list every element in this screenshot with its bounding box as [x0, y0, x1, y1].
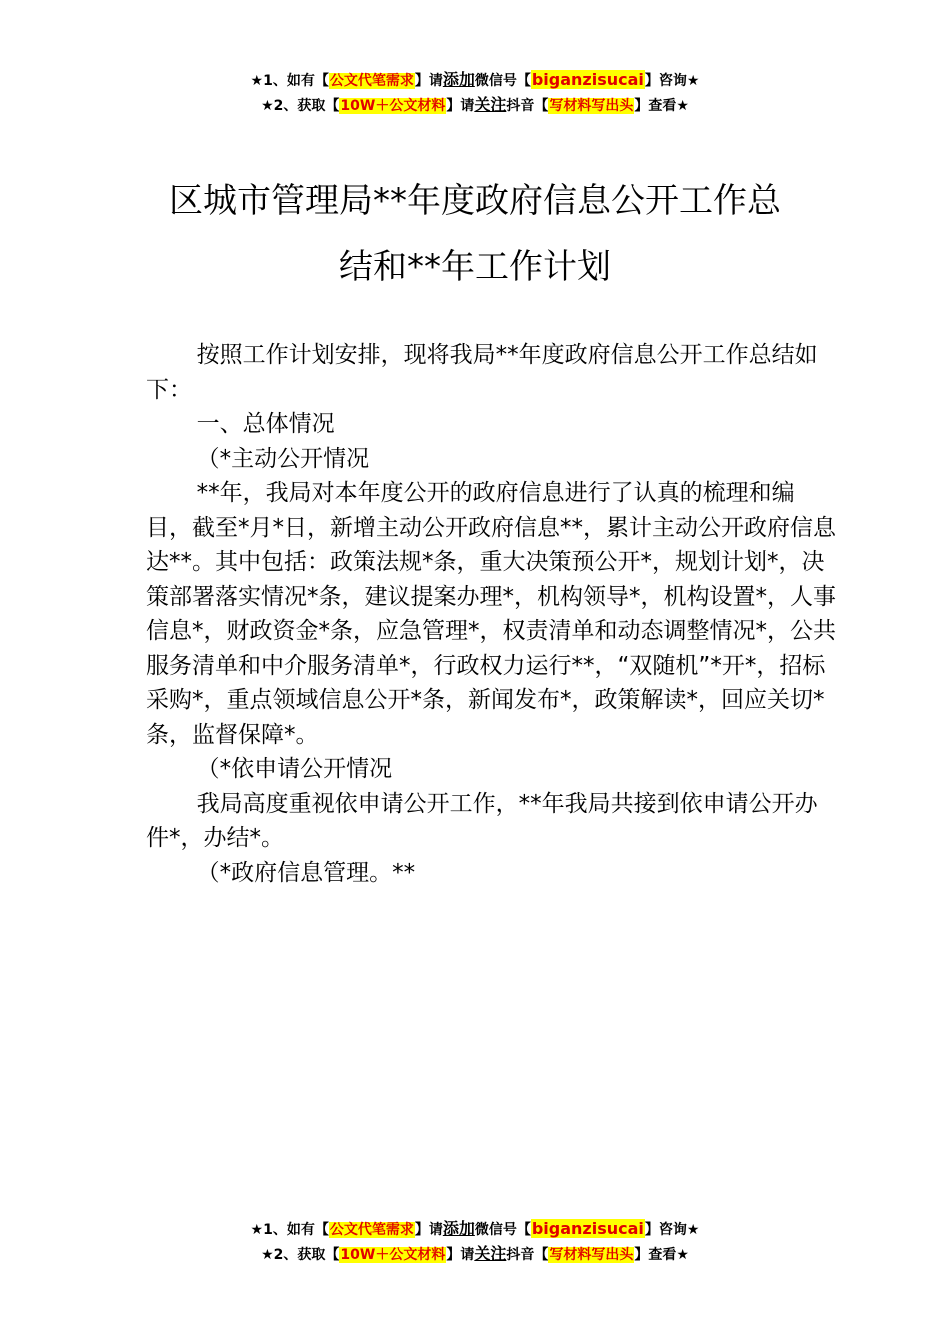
document-body [146, 338, 836, 890]
highlight-douyin: 写材料写出头 [549, 98, 634, 114]
section-heading-1: 一、总体情况 [196, 411, 335, 437]
highlight-wechat-id: biganzisucai [531, 1219, 644, 1238]
promo-line-1: ★1、如有【公文代笔需求】请添加微信号【biganzisucai】咨询★ [250, 70, 700, 89]
highlight-service: 公文代笔需求 [329, 1222, 414, 1238]
document-title [0, 168, 950, 300]
highlight-materials: 10W＋公文材料 [340, 98, 446, 114]
highlight-materials: 10W＋公文材料 [340, 1247, 446, 1263]
paragraph-intro: 按照工作计划安排，现将我局**年度政府信息公开工作总结如下： [146, 342, 818, 403]
promo-line-1: ★1、如有【公文代笔需求】请添加微信号【biganzisucai】咨询★ [250, 1219, 700, 1238]
subheading-proactive: （*主动公开情况 [196, 445, 370, 472]
subheading-management: （*政府信息管理。** [196, 859, 416, 886]
highlight-service: 公文代笔需求 [329, 73, 414, 89]
paragraph-application: 我局高度重视依申请公开工作，**年我局共接到依申请公开办件*，办结*。 [146, 790, 818, 851]
title-line-2: 结和**年工作计划 [339, 247, 611, 287]
highlight-douyin: 写材料写出头 [549, 1247, 634, 1263]
highlight-wechat-id: biganzisucai [531, 70, 644, 89]
paragraph-proactive: **年，我局对本年度公开的政府信息进行了认真的梳理和编目，截至*月*日，新增主动公开政府信息**，累计主动公开政府信息达**。其中包括：政策法规*条，重大决策预公开*，规划计划*，决策部署落实情况*条，建议提案办理*，机构领导*，机构设置*，人事信息*，财政资金*条，应急管理*，权责清单和动态调整情况*，公共服务清单和中介服务清单*，行政权力运行**，“双随机”*开*，招标采购*，重点领域信息公开*条，新闻发布*，政策解读*，回应关切*条，监督保障*。 [146, 480, 836, 748]
promo-banner-top [0, 68, 950, 118]
promo-line-2: ★2、获取【10W＋公文材料】请关注抖音【写材料写出头】查看★ [261, 1244, 689, 1263]
subheading-application: （*依申请公开情况 [196, 756, 393, 782]
title-line-1: 区城市管理局**年度政府信息公开工作总 [169, 181, 781, 221]
promo-banner-bottom [0, 1217, 950, 1267]
promo-line-2: ★2、获取【10W＋公文材料】请关注抖音【写材料写出头】查看★ [261, 95, 689, 114]
